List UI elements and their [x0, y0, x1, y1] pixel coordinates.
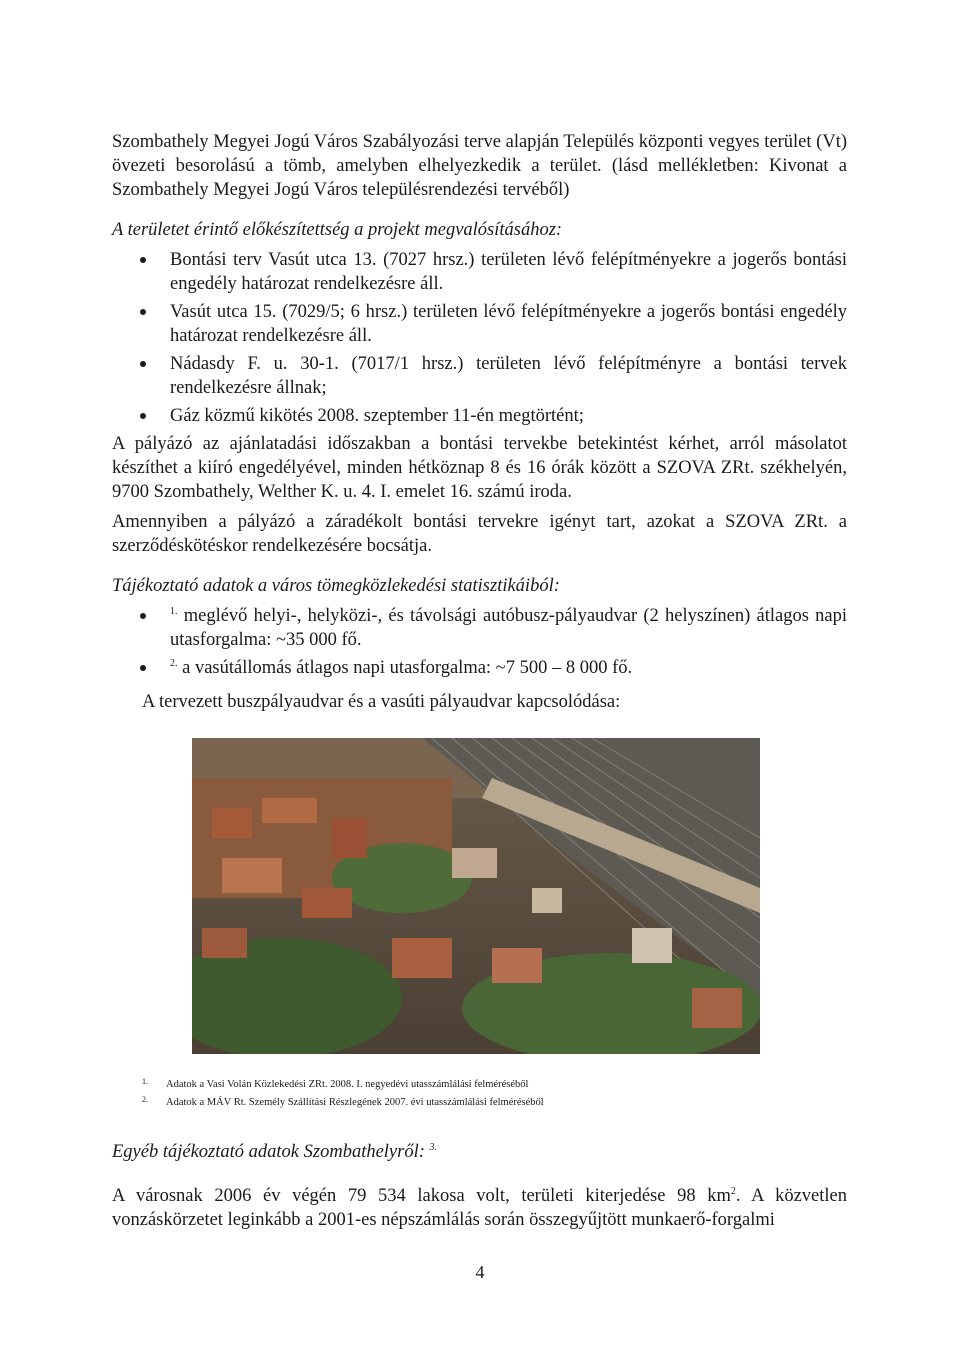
list-item: Nádasdy F. u. 30-1. (7017/1 hrsz.) területen lévő felépítményre a bontási tervek rendelkezésre állnak; [112, 352, 847, 400]
heading-preparedness: A területet érintő előkészítettség a projekt megvalósításához: [112, 220, 563, 240]
footnotes [142, 1078, 842, 1110]
list-item: $^{2.}$ a vasútállomás átlagos napi utasforgalma: ~7 500 – 8 000 fő. [112, 656, 847, 680]
bullet-icon [140, 361, 146, 367]
paragraph-zoning: Szombathely Megyei Jogú Város Szabályozási terve alapján Település központi vegyes terület (Vt) övezeti besorolású a tömb, amelyben elhelyezkedik a terület. (lásd mellékletben: Kivonat a Szombathely Megyei Jogú Város településrendezési tervéből) [112, 132, 847, 200]
bullet-icon [140, 413, 146, 419]
list-item: Gáz közmű kikötés 2008. szeptember 11-én megtörtént; [112, 404, 847, 428]
list-item: Vasút utca 15. (7029/5; 6 hrsz.) területen lévő felépítményekre a jogerős bontási engedély határozat rendelkezésre áll. [112, 300, 847, 348]
footnote-item: 1. Adatok a Vasi Volán Közlekedési ZRt. 2008. I. negyedévi utasszámlálási felméréséből [142, 1077, 529, 1090]
paragraph-population: A városnak 2006 év végén 79 534 lakosa volt, területi kiterjedése 98 km$^2$. A közvetlen vonzáskörzetet leginkább a 2001-es népszámlálás során összegyűjtött munkaerő-forgalmi [112, 1185, 847, 1230]
bullet-icon [140, 257, 146, 263]
footnote-item: 2. Adatok a MÁV Rt. Személy Szállítási Részlegének 2007. évi utasszámlálási felméréséből [142, 1095, 544, 1108]
photo-caption: A tervezett buszpályaudvar és a vasúti pályaudvar kapcsolódása: [142, 692, 621, 712]
paragraph-inspection: A pályázó az ajánlatadási időszakban a bontási tervekbe betekintést kérhet, arról másolatot készíthet a kiíró engedélyével, minden hétköznap 8 és 16 órák között a SZOVA ZRt. székhelyén, 9700 Szombathely, Welther K. u. 4. I. emelet 16. számú iroda. [112, 434, 847, 502]
list-item: $^{1.}$ meglévő helyi-, helyközi-, és távolsági autóbusz-pályaudvar (2 helyszínen) átlagos napi utasforgalma: ~35 000 fő. [112, 604, 847, 652]
heading-other-data: Egyéb tájékoztató adatok Szombathelyről: $^{3.}$ [112, 1141, 438, 1162]
list-statistics [112, 604, 847, 684]
footnote-ref: 3. [429, 1141, 438, 1153]
paragraph-plans: Amennyiben a pályázó a záradékolt bontási tervekre igényt tart, azokat a SZOVA ZRt. a szerződéskötéskor rendelkezésére bocsátja. [112, 512, 847, 556]
aerial-photo [192, 738, 760, 1054]
footnote-ref: 2. [170, 657, 178, 669]
bullet-icon [140, 309, 146, 315]
heading-statistics: Tájékoztató adatok a város tömegközlekedési statisztikáiból: [112, 576, 560, 596]
footnote-ref: 1. [170, 605, 178, 617]
bullet-icon [140, 665, 146, 671]
list-item: Bontási terv Vasút utca 13. (7027 hrsz.) területen lévő felépítményekre a jogerős bontási engedély határozat rendelkezésre áll. [112, 248, 847, 296]
list-preparedness [112, 248, 847, 432]
page-number: 4 [475, 1262, 485, 1282]
bullet-icon [140, 613, 146, 619]
